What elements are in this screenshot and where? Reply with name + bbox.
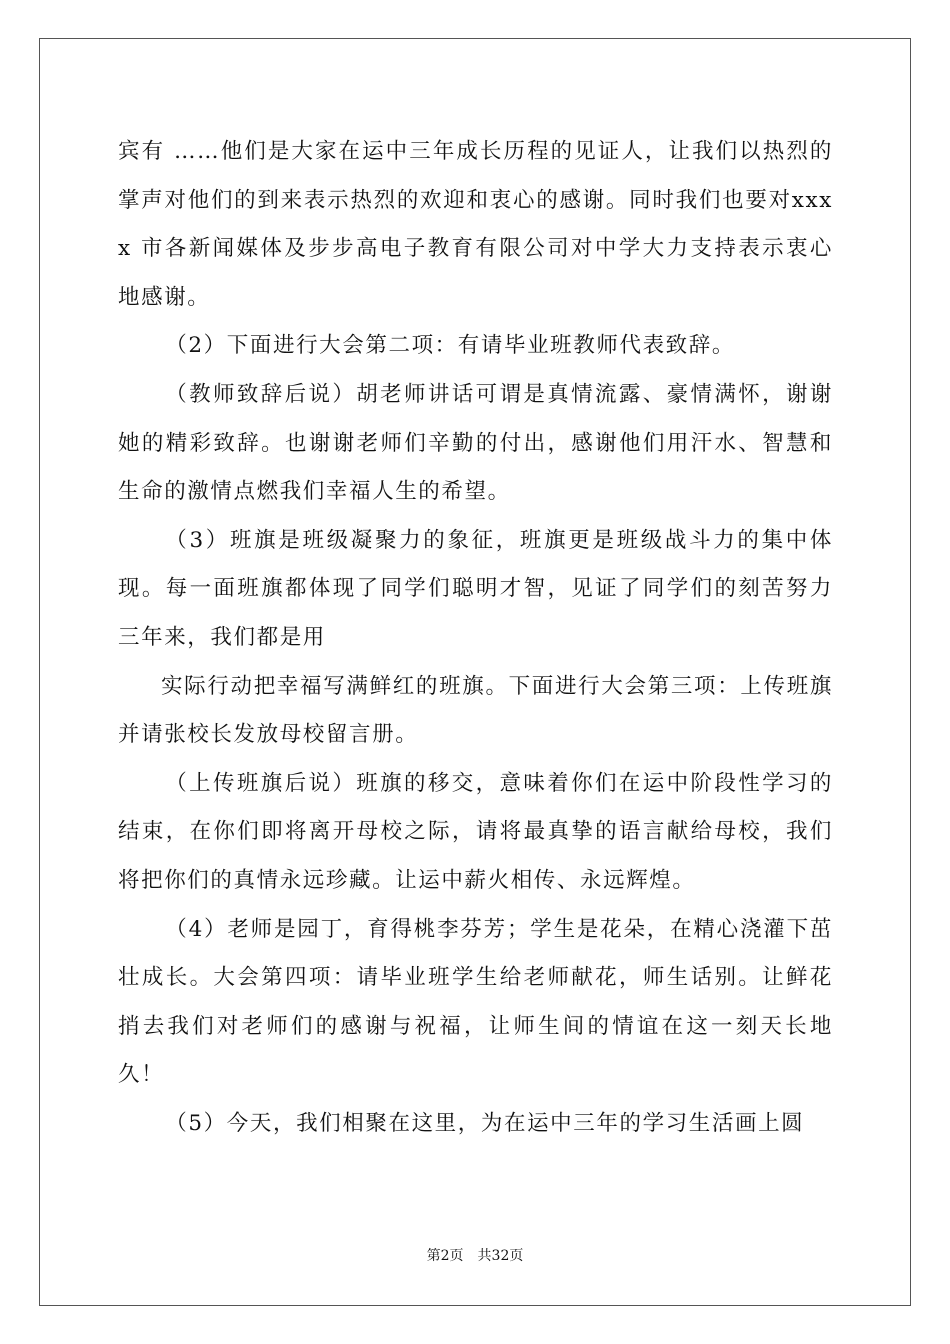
paragraph-5: 实际行动把幸福写满鲜红的班旗。下面进行大会第三项：上传班旗并请张校长发放母校留言册。 (118, 673, 833, 748)
page-number: 第2页 (426, 1248, 464, 1264)
paragraph-2: （2）下面进行大会第二项：有请毕业班教师代表致辞。 (165, 333, 735, 359)
paragraph-7: （4）老师是园丁，育得桃李芬芳；学生是花朵，在精心浇灌下茁壮成长。大会第四项：请毕业班学生给老师献花，师生话别。让鲜花捎去我们对老师们的感谢与祝福，让师生间的情谊在这一刻天长地久！ (118, 916, 833, 1088)
paragraph-1: 宾有 ……他们是大家在运中三年成长历程的见证人，让我们以热烈的掌声对他们的到来表示热烈的欢迎和衷心的感谢。同时我们也要对xxxx 市各新闻媒体及步步高电子教育有限公司对中学大力支持表示衷心地感谢。 (118, 139, 833, 310)
paragraph-6: （上传班旗后说）班旗的移交，意味着你们在运中阶段性学习的结束，在你们即将离开母校之际，请将最真挚的语言献给母校，我们将把你们的真情永远珍藏。让运中薪火相传、永远辉煌。 (118, 770, 833, 893)
document-body (118, 128, 833, 1148)
paragraph-4: （3）班旗是班级凝聚力的象征，班旗更是班级战斗力的集中体现。每一面班旗都体现了同学们聪明才智，见证了同学们的刻苦努力三年来，我们都是用 (118, 527, 833, 650)
page-footer (0, 1247, 950, 1265)
paragraph-8: （5）今天，我们相聚在这里，为在运中三年的学习生活画上圆 (165, 1110, 805, 1136)
page-total: 共32页 (477, 1248, 524, 1264)
paragraph-3: （教师致辞后说）胡老师讲话可谓是真情流露、豪情满怀，谢谢她的精彩致辞。也谢谢老师们辛勤的付出，感谢他们用汗水、智慧和生命的激情点燃我们幸福人生的希望。 (118, 381, 833, 505)
